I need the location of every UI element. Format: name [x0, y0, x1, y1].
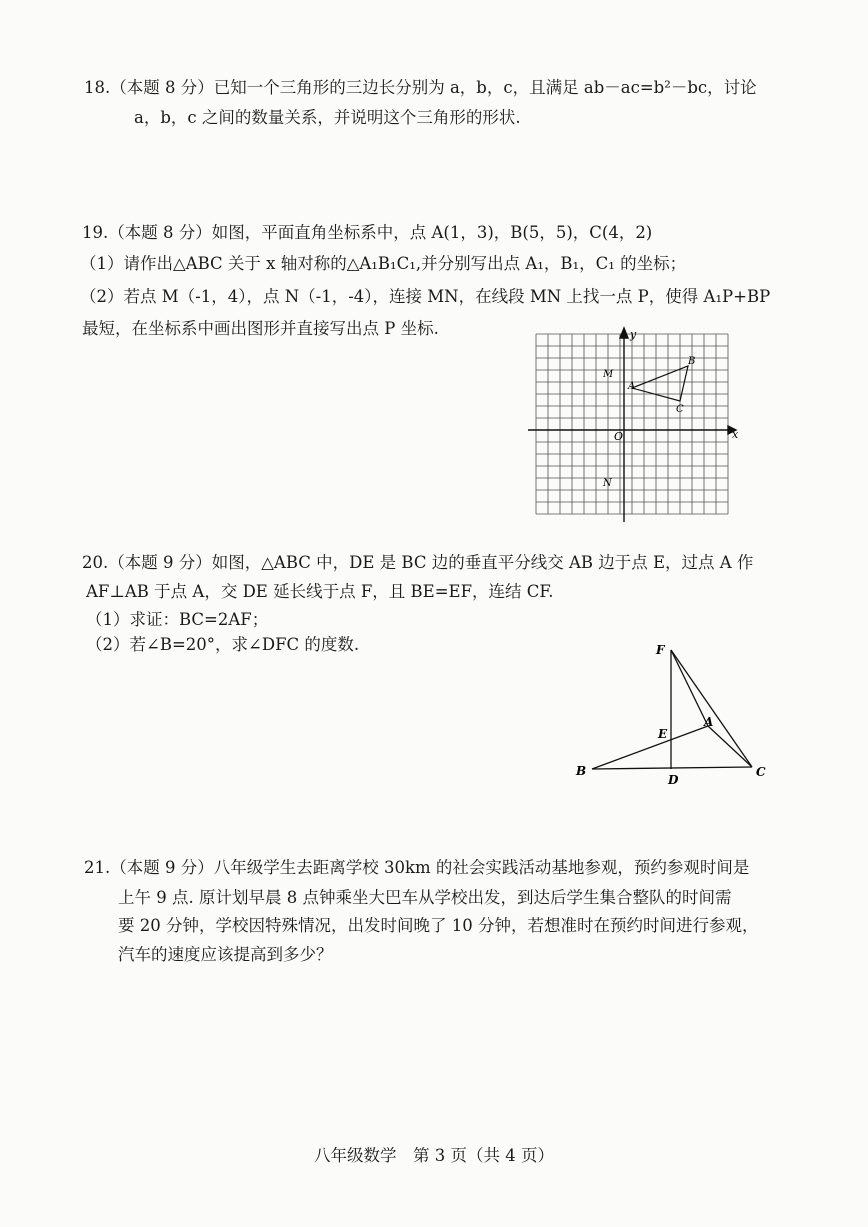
point-a-label: A — [628, 381, 636, 392]
question-21-line-2: 上午 9 点. 原计划早晨 8 点钟乘坐大巴车从学校出发，到达后学生集合整队的时间需 — [118, 888, 732, 907]
triangle-figure — [568, 640, 788, 790]
y-axis-label: y — [630, 328, 637, 341]
triangle-abc — [632, 366, 688, 401]
label-f: F — [656, 643, 665, 657]
question-20-part-2: （2）若∠B=20°，求∠DFC 的度数. — [86, 635, 360, 654]
origin-label: O — [614, 430, 624, 443]
question-21-line-4: 汽车的速度应该提高到多少？ — [118, 945, 333, 964]
question-18-line-1: 18.（本题 8 分）已知一个三角形的三边长分别为 a，b，c，且满足 ab－ac=b²－bc，讨论 — [84, 78, 757, 97]
coordinate-grid-figure — [528, 326, 748, 526]
y-axis-arrow — [620, 328, 628, 338]
question-19-part-2-cont: 最短，在坐标系中画出图形并直接写出点 P 坐标. — [82, 319, 439, 338]
point-m-label: M — [603, 369, 614, 380]
x-axis-label: x — [732, 428, 739, 441]
segment-bc — [592, 767, 752, 769]
question-18-line-2: a，b，c 之间的数量关系，并说明这个三角形的形状. — [134, 108, 521, 127]
question-21-line-1: 21.（本题 9 分）八年级学生去距离学校 30km 的社会实践活动基地参观，预约参观时间是 — [84, 858, 750, 877]
segment-fc — [671, 650, 752, 767]
page-footer: 八年级数学 第 3 页（共 4 页） — [314, 1146, 554, 1165]
label-d: D — [668, 773, 679, 787]
question-20-line-1: 20.（本题 9 分）如图，△ABC 中，DE 是 BC 边的垂直平分线交 AB 边于点 E，过点 A 作 — [82, 553, 754, 572]
point-n-label: N — [603, 478, 612, 489]
label-b: B — [576, 764, 587, 778]
segment-fa — [671, 650, 708, 726]
question-20-line-2: AF⊥AB 于点 A，交 DE 延长线于点 F，且 BE=EF，连结 CF. — [86, 582, 554, 601]
label-a: A — [704, 715, 714, 729]
point-c-label: C — [676, 404, 684, 415]
grid-lines — [536, 334, 728, 514]
question-19-line-1: 19.（本题 8 分）如图，平面直角坐标系中，点 A(1，3)，B(5，5)，C(4，2) — [82, 223, 653, 242]
question-20-part-1: （1）求证：BC=2AF； — [86, 610, 269, 629]
question-19-part-2: （2）若点 M（-1，4），点 N（-1，-4），连接 MN，在线段 MN 上找一点 P，使得 A₁P+BP — [80, 287, 771, 306]
label-c: C — [756, 765, 766, 779]
segment-ac — [708, 726, 752, 767]
point-b-label: B — [688, 356, 696, 367]
segment-ba — [592, 726, 708, 769]
label-e: E — [658, 727, 668, 741]
question-21-line-3: 要 20 分钟，学校因特殊情况，出发时间晚了 10 分钟，若想准时在预约时间进行参观， — [118, 916, 759, 935]
question-19-part-1: （1）请作出△ABC 关于 x 轴对称的△A₁B₁C₁,并分别写出点 A₁，B₁，C₁ 的坐标； — [80, 254, 687, 273]
